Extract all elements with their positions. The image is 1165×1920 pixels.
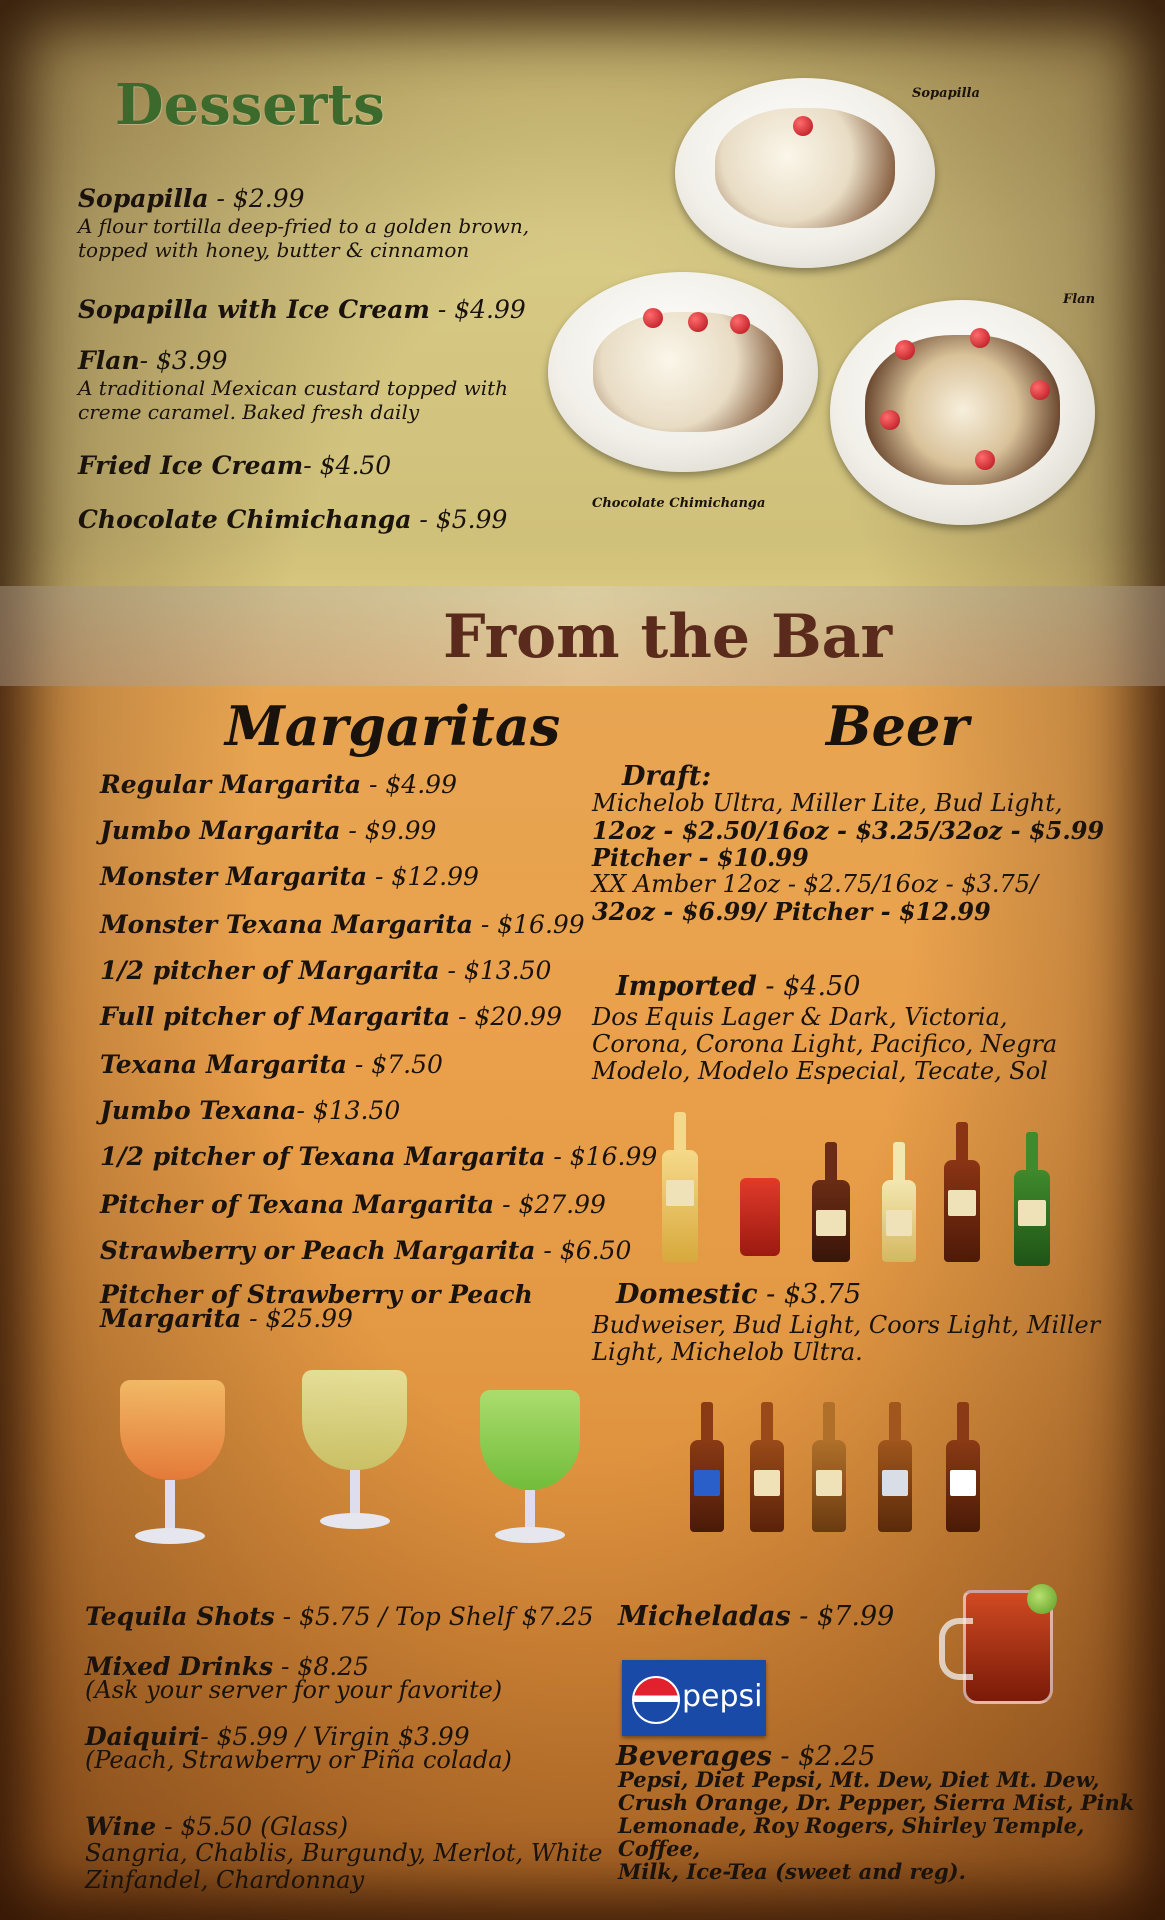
bar-title: From the Bar	[443, 602, 893, 672]
tequila-shots: Tequila Shots - $5.75 / Top Shelf $7.25	[85, 1602, 594, 1631]
dessert-desc: A flour tortilla deep-fried to a golden brown, topped with honey, butter & cinnamon	[78, 214, 530, 262]
mixed-drinks-desc: (Ask your server for your favorite)	[85, 1676, 503, 1704]
margarita-item: Monster Texana Margarita - $16.99	[100, 910, 585, 939]
beer-bottle-image	[812, 1180, 850, 1262]
beer-bottle-image	[662, 1150, 698, 1262]
margarita-item: Jumbo Margarita - $9.99	[100, 816, 437, 845]
michelada-mug-image	[935, 1570, 1065, 1710]
margarita-item: 1/2 pitcher of Texana Margarita - $16.99	[100, 1142, 658, 1171]
margarita-glass-photo	[95, 1340, 235, 1560]
margarita-item: Full pitcher of Margarita - $20.99	[100, 1002, 562, 1031]
beer-bottle-image	[944, 1160, 980, 1262]
dessert-item: Chocolate Chimichanga - $5.99	[78, 505, 508, 534]
beer-title: Beer	[826, 694, 969, 758]
margarita-item: Monster Margarita - $12.99	[100, 862, 479, 891]
margarita-item: Regular Margarita - $4.99	[100, 770, 457, 799]
beverages-list: Pepsi, Diet Pepsi, Mt. Dew, Diet Mt. Dew, Crush Orange, Dr. Pepper, Sierra Mist, Pink Lemonade, Roy Rogers, Shirley Temple, Coffee, Milk, Ice-Tea (sweet and reg).	[618, 1767, 1135, 1884]
domestic-details: Budweiser, Bud Light, Coors Light, Miller Light, Michelob Ultra.	[592, 1311, 1101, 1366]
dessert-item: Sopapilla - $2.99	[78, 184, 305, 213]
flan-caption: Flan	[1063, 292, 1096, 307]
sopapilla-photo	[675, 78, 935, 268]
beer-bottle-image	[946, 1440, 980, 1532]
margarita-item: Pitcher of Texana Margarita - $27.99	[100, 1190, 606, 1219]
margarita-item: Texana Margarita - $7.50	[100, 1050, 443, 1079]
desserts-title: Desserts	[115, 72, 385, 138]
margarita-item: Pitcher of Strawberry or Peach	[100, 1280, 533, 1309]
pepsi-wordmark: pepsi	[682, 1679, 763, 1714]
margarita-item: 1/2 pitcher of Margarita - $13.50	[100, 956, 552, 985]
dessert-item: Flan- $3.99	[78, 346, 228, 375]
pepsi-globe-icon	[632, 1676, 680, 1724]
flan-photo	[830, 300, 1095, 525]
beer-bottle-image	[878, 1440, 912, 1532]
mixed-drinks: Mixed Drinks - $8.25	[85, 1652, 370, 1681]
beer-can-image	[740, 1178, 780, 1256]
imported-heading: Imported - $4.50	[616, 971, 861, 1002]
daiquiri-desc: (Peach, Strawberry or Piña colada)	[85, 1746, 512, 1774]
beer-bottle-image	[690, 1440, 724, 1532]
micheladas: Micheladas - $7.99	[618, 1601, 895, 1632]
daiquiri: Daiquiri- $5.99 / Virgin $3.99	[85, 1722, 470, 1751]
beer-bottle-image	[750, 1440, 784, 1532]
margarita-glass-photo	[465, 1375, 595, 1565]
beer-bottle-image	[882, 1180, 916, 1262]
beverages-heading: Beverages - $2.25	[616, 1741, 876, 1772]
dessert-item: Sopapilla with Ice Cream - $4.99	[78, 295, 526, 324]
beer-bottle-image	[1014, 1170, 1050, 1266]
chimichanga-caption: Chocolate Chimichanga	[592, 496, 766, 511]
wine: Wine - $5.50 (Glass)	[85, 1812, 349, 1841]
margarita-glass-photo	[282, 1335, 422, 1555]
margarita-item: Strawberry or Peach Margarita - $6.50	[100, 1236, 632, 1265]
beer-bottle-image	[812, 1440, 846, 1532]
margarita-item: Jumbo Texana- $13.50	[100, 1096, 401, 1125]
wine-desc: Sangria, Chablis, Burgundy, Merlot, White Zinfandel, Chardonnay	[85, 1839, 603, 1894]
sopapilla-caption: Sopapilla	[912, 86, 980, 101]
domestic-heading: Domestic - $3.75	[616, 1279, 862, 1310]
dessert-desc: A traditional Mexican custard topped with creme caramel. Baked fresh daily	[78, 376, 509, 424]
chimichanga-photo	[548, 272, 818, 472]
pepsi-logo	[622, 1660, 766, 1736]
draft-details: Michelob Ultra, Miller Lite, Bud Light, 12oz - $2.50/16oz - $3.25/32oz - $5.99 Pitcher - $10.99 XX Amber 12oz - $2.75/16oz - $3.75/ 32oz - $6.99/ Pitcher - $12.99	[592, 789, 1105, 926]
margaritas-title: Margaritas	[225, 694, 561, 758]
imported-details: Dos Equis Lager & Dark, Victoria, Corona, Corona Light, Pacifico, Negra Modelo, Modelo Especial, Tecate, Sol	[592, 1003, 1058, 1085]
draft-label: Draft:	[622, 761, 712, 792]
margarita-item: Margarita - $25.99	[100, 1304, 353, 1333]
dessert-item: Fried Ice Cream- $4.50	[78, 451, 392, 480]
